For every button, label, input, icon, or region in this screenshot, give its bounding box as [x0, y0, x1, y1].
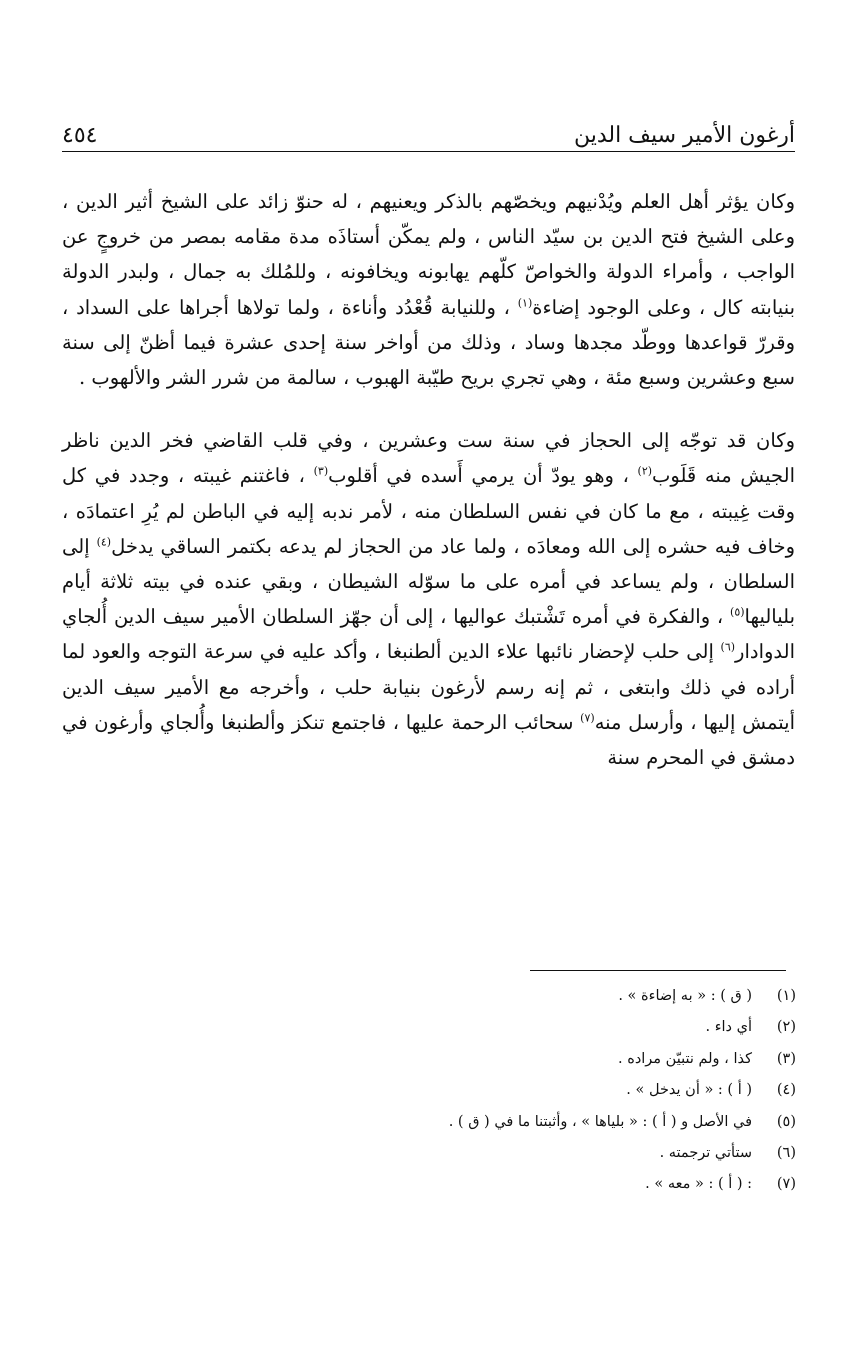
footnote-text: في الأصل و ( أ ) : « بلياها » ، وأثبتنا ما في ( ق ) . [448, 1113, 752, 1130]
footnote-separator [530, 970, 786, 971]
footnote-text: ( ق ) : « به إضاءة » . [618, 988, 752, 1004]
footnote-marker: (٥) [730, 605, 745, 619]
running-header [62, 112, 795, 148]
text-run: ، وللنيابة قُعْدُد وأناءة ، ولما تولاها أجراها على السداد ، وقررّ قواعدها ووطّد مجدها وساد ، وذلك من أواخر سنة إحدى عشرة فيما أظنّ إلى سنة سبع وعشرين وسبع مئة ، وهي تجري بريح طيّبة الهبوب ، سالمة من شرر الشر والألهوب . [62, 295, 795, 390]
text-run: ، فاغتنم غيبته ، وجدد في كل وقت غِيبته ، مع ما كان في نفس السلطان منه ، لأمر ندبه إليه في الباطن لم يُرِ اعتمادَه ، وخاف فيه حشره إلى الله ومعادَه ، ولما عاد من الحجاز لم يدعه بكتمر الساقي يدخل [62, 464, 796, 558]
footnote-text: ( أ ) : « أن يدخل » . [626, 1082, 752, 1099]
footnote-text: ستأتي ترجمته . [659, 1145, 752, 1162]
footnote [200, 1107, 796, 1138]
footnote-number: (٤) [776, 1082, 796, 1099]
footnote [200, 1169, 796, 1200]
footnote-marker: (٦) [720, 640, 736, 654]
footnote-number: (٧) [776, 1176, 796, 1193]
text-run: وكان يؤثر أهل العلم ويُدْنيهم ويخصّهم بالذكر ويعنيهم ، له حنوّ زائد على الشيخ أثير الدين ، وعلى الشيخ فتح الدين بن سيّد الناس ، ولم يمكّن أستاذَه مدة مقامه بمصر من خروجٍ عن الواجب ، وأمراء الدولة والخواصّ كلّهم يهابونه ويخافونه ، وللمُلك به جمال ، ولبدر الدولة بنيابته كال ، وعلى الوجود إضاءة [62, 190, 796, 319]
footnote-number: (٣) [776, 1050, 796, 1067]
text-run: سحائب الرحمة عليها ، فاجتمع تنكز وألطنبغا وأُلجاي وأرغون في دمشق في المحرم سنة [62, 710, 795, 770]
footnote-marker: (١) [517, 296, 533, 310]
footnote [200, 1012, 796, 1043]
footnote-marker: (٤) [96, 535, 112, 549]
footnote [200, 1044, 796, 1075]
footnote [200, 1075, 796, 1106]
paragraph-2 [62, 423, 795, 775]
text-run: إلى حلب لإحضار نائبها علاء الدين ألطنبغا ، وأكد عليه في سرعة التوجه والعود لما أراده في ذلك وابتغى ، ثم إنه رسم لأرغون بنيابة حلب ، وأخرجه مع الأمير سيف الدين أيتمش إليها ، وأرسل منه [62, 640, 795, 734]
footnote-number: (٢) [776, 1019, 796, 1036]
footnote-number: (٥) [776, 1113, 796, 1130]
text-run: ، والفكرة في أمره تَشْتبك عواليها ، إلى أن جهّز السلطان الأمير سيف الدين أُلجاي الدوادار [62, 605, 795, 664]
footnote [200, 981, 796, 1012]
footnote-marker: (٢) [637, 464, 653, 478]
footnote-text: أي داء . [705, 1019, 752, 1036]
footnote-number: (١) [776, 988, 796, 1004]
footnote-marker: (٣) [313, 464, 329, 478]
main-text [62, 184, 795, 775]
paragraph-1 [62, 184, 795, 395]
footnotes [200, 981, 796, 1201]
footnote-text: كذا ، ولم نتبيّن مراده . [618, 1050, 752, 1067]
text-run: وكان قد توجّه إلى الحجاز في سنة ست وعشرين ، وفي قلب القاضي فخر الدين ناظر الجيش منه قَلَوب [62, 429, 795, 488]
page-number: ٤٥٤ [62, 123, 98, 148]
header-rule [62, 151, 795, 152]
text-run: ، وهو يودّ أن يرمي أَسده في أقلوب [328, 464, 638, 488]
running-title: أرغون الأمير سيف الدين [573, 123, 795, 148]
footnote-text: : ( أ ) : « معه » . [645, 1176, 752, 1193]
footnote [200, 1138, 796, 1169]
footnote-marker: (٧) [580, 711, 595, 725]
footnote-number: (٦) [776, 1145, 796, 1162]
text-run: إلى السلطان ، ولم يساعد في أمره على ما سوّله الشيطان ، وبقي عنده في بيته ثلاثة أيام بلياليها [62, 534, 795, 629]
